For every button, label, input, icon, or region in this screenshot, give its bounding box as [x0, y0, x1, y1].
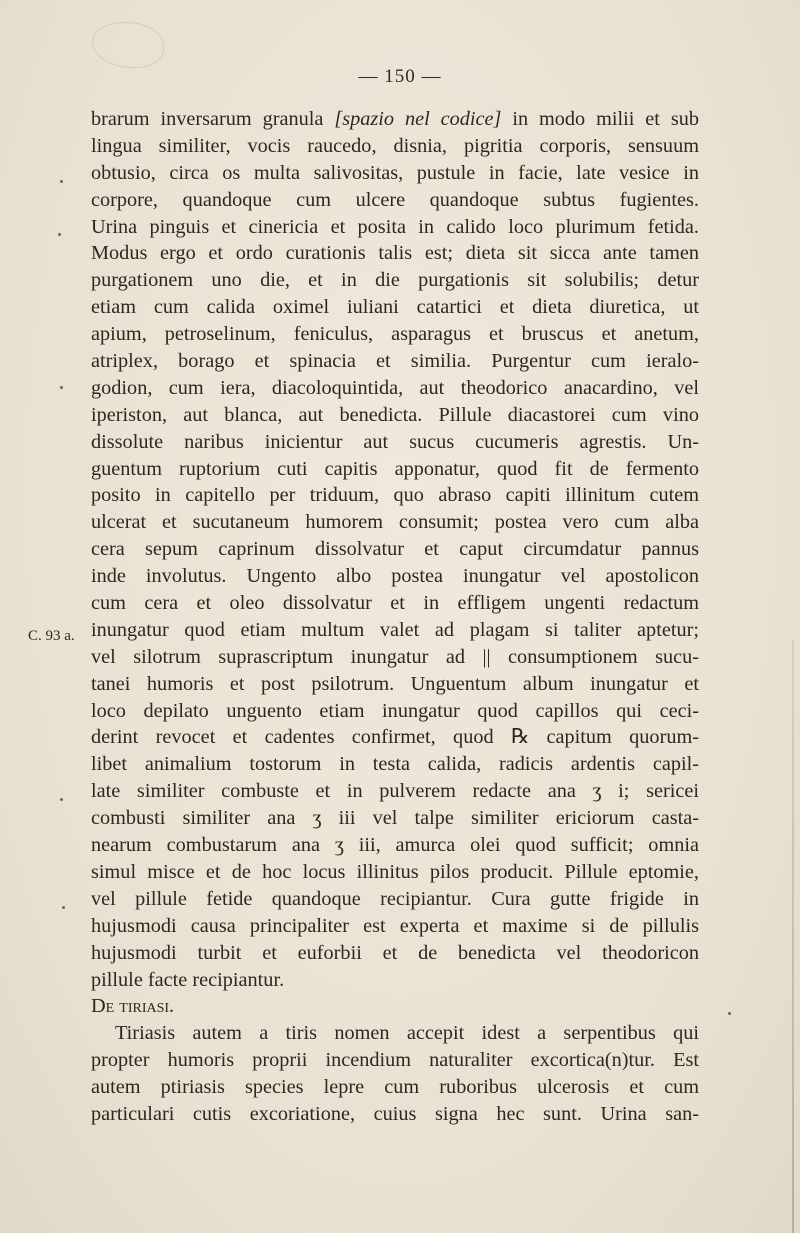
margin-dot — [58, 233, 61, 236]
text-line: cera sepum caprinum dissolvatur et caput circumdatur pannus — [91, 538, 699, 561]
text-line: ulcerat et sucutaneum humorem consumit; postea vero cum alba — [91, 511, 699, 534]
text-line: Modus ergo et ordo curationis talis est; dieta sit sicca ante tamen — [91, 242, 699, 265]
text-line: lingua similiter, vocis raucedo, disnia, pigritia corporis, sensuum — [91, 134, 699, 157]
body-text — [91, 106, 699, 1128]
text-line: vel silotrum suprascriptum inungatur ad || consumptionem sucu- — [91, 645, 699, 668]
text-line — [91, 106, 699, 133]
text-line: autem ptiriasis species lepre cum ruboribus ulcerosis et cum — [91, 1076, 699, 1099]
text-line: tanei humoris et post psilotrum. Unguentum album inungatur et — [91, 672, 699, 695]
text-line: apium, petroselinum, feniculus, asparagus et bruscus et anetum, — [91, 323, 699, 346]
text-line: guentum ruptorium cuti capitis apponatur, quod fit de fermento — [91, 457, 699, 480]
text-line: late similiter combuste et in pulverem redacte ana ʒ i; sericei — [91, 780, 699, 803]
text-line: derint revocet et cadentes confirmet, quod ℞ capitum quorum- — [91, 726, 699, 749]
page-number: — 150 — — [358, 66, 442, 87]
margin-dot — [62, 906, 65, 909]
text-line: Urina pinguis et cinericia et posita in calido loco plurimum fetida. — [91, 215, 699, 238]
margin-note: C. 93 a. — [28, 628, 75, 644]
margin-dot — [728, 1012, 731, 1015]
text-line: nearum combustarum ana ʒ iii, amurca olei quod sufficit; omnia — [91, 834, 699, 857]
text-line: cum cera et oleo dissolvatur et in effligem ungenti redactum — [91, 592, 699, 615]
text-line: simul misce et de hoc locus illinitus pilos producit. Pillule eptomie, — [91, 860, 699, 883]
paper-stain — [92, 22, 164, 68]
text-line: hujusmodi causa principaliter est experta et maxime si de pillulis — [91, 914, 699, 937]
margin-dot — [60, 386, 63, 389]
text-line: inungatur quod etiam multum valet ad plagam si taliter aptetur; — [91, 618, 699, 641]
text-line: godion, cum iera, diacoloquintida, aut theodorico anacardino, vel — [91, 376, 699, 399]
text-line: libet animalium tostorum in testa calida, radicis ardentis capil- — [91, 753, 699, 776]
page-edge — [792, 640, 794, 1233]
margin-dot — [60, 798, 63, 801]
text-line: Tiriasis autem a tiris nomen accepit idest a serpentibus qui — [115, 1022, 699, 1045]
text-line: dissolute naribus inicientur aut sucus cucumeris agrestis. Un- — [91, 430, 699, 453]
margin-dot — [60, 180, 63, 183]
text-line: posito in capitello per triduum, quo abraso capiti illinitum cutem — [91, 484, 699, 507]
text-line: atriplex, borago et spinacia et similia. Purgentur cum ieralo- — [91, 350, 699, 373]
text-line: hujusmodi turbit et euforbii et de benedicta vel theodoricon — [91, 941, 699, 964]
text-span: brarum inversarum granula — [91, 108, 335, 130]
text-line: corpore, quandoque cum ulcere quandoque subtus fugientes. — [91, 188, 699, 211]
text-line: pillule facte recipiantur. — [91, 968, 285, 991]
text-line: etiam cum calida oximel iuliani catartici et dieta diuretica, ut — [91, 296, 699, 319]
text-line: iperiston, aut blanca, aut benedicta. Pillule diacastorei cum vino — [91, 403, 699, 426]
section-heading: De tiriasi. — [91, 995, 175, 1018]
text-line: particulari cutis excoriatione, cuius signa hec sunt. Urina san- — [91, 1102, 699, 1125]
text-line: purgationem uno die, et in die purgationis sit solubilis; detur — [91, 269, 699, 292]
text-span: in modo milii et sub — [501, 108, 700, 130]
text-line: loco depilato unguento etiam inungatur quod capillos qui ceci- — [91, 699, 699, 722]
text-line: combusti similiter ana ʒ iii vel talpe similiter ericiorum casta- — [91, 807, 699, 830]
text-line: obtusio, circa os multa salivositas, pustule in facie, late vesice in — [91, 161, 699, 184]
text-line: vel pillule fetide quandoque recipiantur. Cura gutte frigide in — [91, 887, 699, 910]
editorial-note: [spazio nel codice] — [334, 108, 502, 130]
text-line: propter humoris proprii incendium naturaliter excortica(n)tur. Est — [91, 1049, 699, 1072]
text-line: inde involutus. Ungento albo postea inungatur vel apostolicon — [91, 565, 699, 588]
